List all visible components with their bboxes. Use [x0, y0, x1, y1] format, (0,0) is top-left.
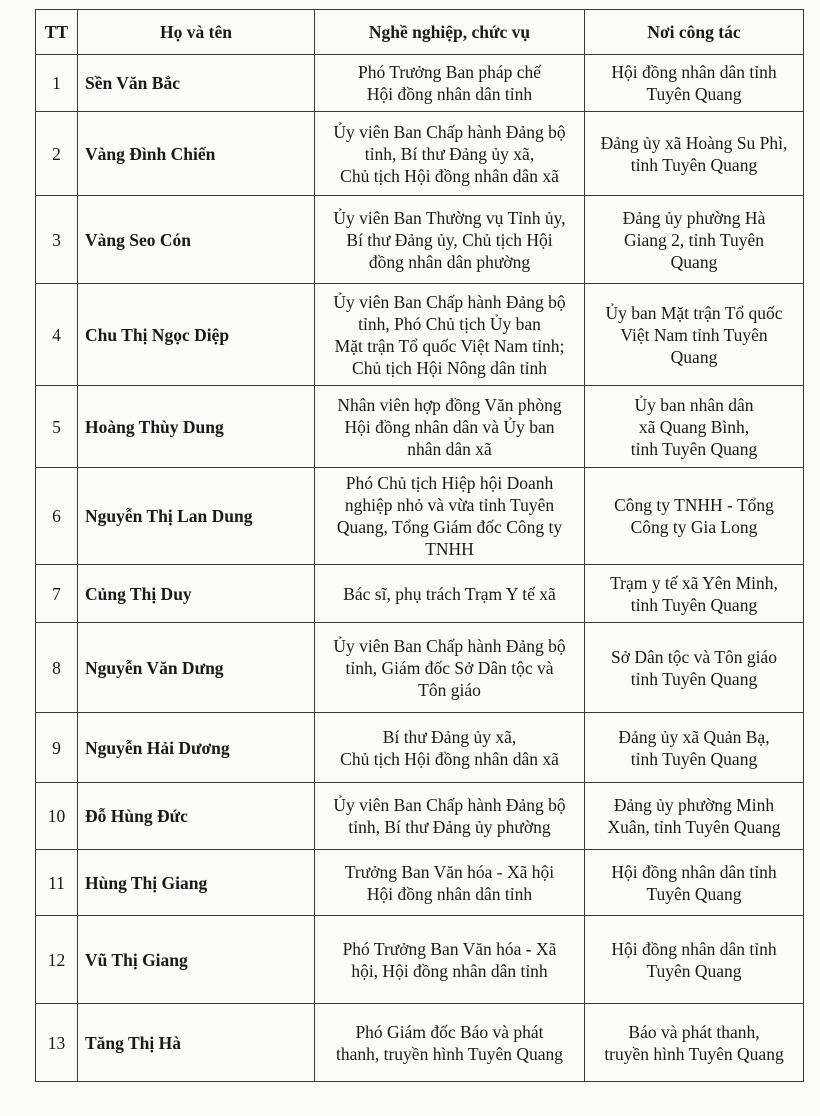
member-name: Vũ Thị Giang [78, 916, 315, 1004]
occupation-line: hội, Hội đồng nhân dân tỉnh [351, 960, 548, 981]
member-name: Sền Văn Bắc [78, 55, 315, 112]
workplace-cell [585, 386, 804, 468]
workplace-line: xã Quang Bình, [638, 416, 750, 437]
occupation-cell [315, 284, 585, 386]
row-number: 1 [36, 55, 78, 112]
workplace-line: tỉnh Tuyên Quang [630, 594, 758, 615]
header-row [36, 10, 804, 55]
occupation-line: Ủy viên Ban Chấp hành Đảng bộ [333, 121, 566, 142]
header-place: Nơi công tác [585, 10, 804, 55]
workplace-cell [585, 916, 804, 1004]
workplace-line: Việt Nam tỉnh Tuyên [620, 324, 768, 345]
table-row [36, 284, 804, 386]
row-number: 4 [36, 284, 78, 386]
row-number: 10 [36, 783, 78, 850]
occupation-line: Mặt trận Tổ quốc Việt Nam tỉnh; [334, 335, 565, 356]
member-name: Chu Thị Ngọc Diệp [78, 284, 315, 386]
workplace-line: Báo và phát thanh, [628, 1021, 760, 1042]
member-name: Đỗ Hùng Đức [78, 783, 315, 850]
occupation-line: Trưởng Ban Văn hóa - Xã hội [344, 861, 555, 882]
member-name: Nguyễn Hải Dương [78, 713, 315, 783]
occupation-line: thanh, truyền hình Tuyên Quang [335, 1043, 563, 1064]
occupation-line: tỉnh, Giám đốc Sở Dân tộc và [345, 657, 554, 678]
member-name: Vàng Seo Cón [78, 196, 315, 284]
occupation-line: Chủ tịch Hội đồng nhân dân xã [340, 165, 559, 186]
workplace-line: Trạm y tế xã Yên Minh, [610, 572, 778, 593]
workplace-line: Ủy ban nhân dân [634, 394, 754, 415]
workplace-line: Hội đồng nhân dân tỉnh [611, 938, 777, 959]
member-name: Hoàng Thùy Dung [78, 386, 315, 468]
member-name: Hùng Thị Giang [78, 850, 315, 916]
occupation-line: Bác sĩ, phụ trách Trạm Y tế xã [343, 583, 556, 604]
member-name: Nguyễn Văn Dưng [78, 623, 315, 713]
workplace-line: Tuyên Quang [646, 883, 742, 904]
workplace-cell [585, 196, 804, 284]
member-table [35, 9, 804, 1082]
occupation-line: Phó Chủ tịch Hiệp hội Doanh [345, 473, 554, 493]
workplace-line: Ủy ban Mặt trận Tổ quốc [605, 302, 783, 323]
workplace-cell [585, 468, 804, 565]
occupation-cell [315, 783, 585, 850]
table-row [36, 850, 804, 916]
workplace-cell [585, 112, 804, 196]
occupation-line: Ủy viên Ban Chấp hành Đảng bộ [333, 291, 566, 312]
header-name: Họ và tên [78, 10, 315, 55]
occupation-line: đồng nhân dân phường [368, 251, 531, 272]
table-row [36, 55, 804, 112]
workplace-line: Giang 2, tỉnh Tuyên [623, 229, 765, 250]
table-body [36, 55, 804, 1082]
occupation-cell [315, 112, 585, 196]
workplace-cell [585, 850, 804, 916]
row-number: 3 [36, 196, 78, 284]
occupation-line: nhân dân xã [407, 438, 492, 459]
occupation-cell [315, 386, 585, 468]
occupation-line: Bí thư Đảng ủy xã, [382, 726, 517, 747]
row-number: 8 [36, 623, 78, 713]
occupation-line: Quang, Tổng Giám đốc Công ty [336, 517, 563, 537]
row-number: 12 [36, 916, 78, 1004]
table-row [36, 565, 804, 623]
occupation-cell [315, 565, 585, 623]
workplace-cell [585, 565, 804, 623]
workplace-line: Đảng ủy xã Quản Bạ, [618, 726, 770, 747]
occupation-cell [315, 55, 585, 112]
table-row [36, 196, 804, 284]
occupation-line: Phó Trưởng Ban Văn hóa - Xã [342, 938, 557, 959]
occupation-cell [315, 850, 585, 916]
table-row [36, 783, 804, 850]
member-name: Nguyễn Thị Lan Dung [78, 468, 315, 565]
workplace-cell [585, 284, 804, 386]
workplace-line: tỉnh Tuyên Quang [630, 668, 758, 689]
member-name: Củng Thị Duy [78, 565, 315, 623]
occupation-line: Phó Trưởng Ban pháp chế [357, 62, 542, 82]
occupation-cell [315, 1004, 585, 1082]
workplace-line: Quang [670, 346, 718, 367]
table-row [36, 386, 804, 468]
workplace-line: Tuyên Quang [646, 84, 742, 104]
workplace-line: tỉnh Tuyên Quang [630, 748, 758, 769]
occupation-line: Nhân viên hợp đồng Văn phòng [337, 394, 562, 415]
workplace-line: Công ty TNHH - Tổng [614, 495, 774, 515]
occupation-line: tỉnh, Phó Chủ tịch Ủy ban [358, 313, 541, 334]
workplace-cell [585, 783, 804, 850]
occupation-line: TNHH [425, 539, 474, 559]
occupation-line: Hội đồng nhân dân và Ủy ban [344, 416, 555, 437]
member-name: Vàng Đình Chiến [78, 112, 315, 196]
occupation-cell [315, 713, 585, 783]
member-name: Tăng Thị Hà [78, 1004, 315, 1082]
occupation-cell [315, 623, 585, 713]
row-number: 6 [36, 468, 78, 565]
occupation-cell [315, 196, 585, 284]
workplace-line: Quang [670, 251, 718, 272]
workplace-line: Hội đồng nhân dân tỉnh [611, 861, 777, 882]
row-number: 2 [36, 112, 78, 196]
workplace-cell [585, 713, 804, 783]
table-row [36, 112, 804, 196]
row-number: 7 [36, 565, 78, 623]
occupation-line: Ủy viên Ban Chấp hành Đảng bộ [333, 635, 566, 656]
table-row [36, 623, 804, 713]
row-number: 5 [36, 386, 78, 468]
occupation-line: Phó Giám đốc Báo và phát [355, 1021, 544, 1042]
workplace-line: Đảng ủy phường Hà [622, 207, 766, 228]
table-row [36, 916, 804, 1004]
workplace-line: Hội đồng nhân dân tỉnh [611, 62, 777, 82]
row-number: 13 [36, 1004, 78, 1082]
occupation-line: Hội đồng nhân dân tỉnh [366, 883, 533, 904]
header-tt: TT [36, 10, 78, 55]
occupation-line: Tôn giáo [418, 679, 481, 700]
workplace-cell [585, 623, 804, 713]
occupation-line: Bí thư Đảng ủy, Chủ tịch Hội [346, 229, 553, 250]
header-job: Nghề nghiệp, chức vụ [315, 10, 585, 55]
workplace-line: Tuyên Quang [646, 960, 742, 981]
workplace-cell [585, 1004, 804, 1082]
occupation-line: Chủ tịch Hội Nông dân tỉnh [352, 357, 547, 378]
occupation-line: tỉnh, Bí thư Đảng ủy phường [348, 817, 551, 837]
occupation-line: nghiệp nhỏ và vừa tỉnh Tuyên [344, 495, 555, 515]
workplace-line: Công ty Gia Long [630, 517, 758, 537]
workplace-cell [585, 55, 804, 112]
occupation-line: tỉnh, Bí thư Đảng ủy xã, [364, 143, 535, 164]
occupation-line: Ủy viên Ban Chấp hành Đảng bộ [333, 795, 566, 815]
occupation-cell [315, 916, 585, 1004]
row-number: 11 [36, 850, 78, 916]
workplace-line: truyền hình Tuyên Quang [604, 1043, 784, 1064]
row-number: 9 [36, 713, 78, 783]
occupation-line: Chủ tịch Hội đồng nhân dân xã [340, 748, 559, 769]
table-row [36, 1004, 804, 1082]
table-row [36, 713, 804, 783]
occupation-line: Hội đồng nhân dân tỉnh [366, 84, 533, 104]
workplace-line: tỉnh Tuyên Quang [630, 438, 758, 459]
workplace-line: Đảng ủy phường Minh [613, 795, 775, 815]
table-header [36, 10, 804, 55]
workplace-line: Sở Dân tộc và Tôn giáo [611, 646, 777, 667]
workplace-line: tỉnh Tuyên Quang [630, 154, 758, 175]
workplace-line: Đảng ủy xã Hoàng Su Phì, [600, 132, 788, 153]
occupation-cell [315, 468, 585, 565]
workplace-line: Xuân, tỉnh Tuyên Quang [607, 817, 781, 837]
occupation-line: Ủy viên Ban Thường vụ Tỉnh ủy, [333, 207, 566, 228]
table-row [36, 468, 804, 565]
